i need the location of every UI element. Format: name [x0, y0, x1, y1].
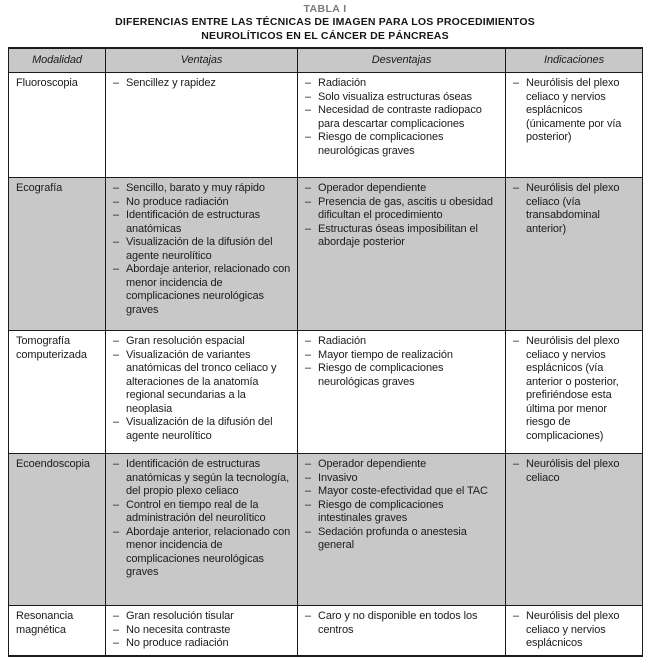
- cell-modalidad: [9, 331, 106, 454]
- dash-bullet: –: [113, 610, 120, 622]
- dash-bullet: –: [305, 222, 312, 235]
- bullet-item-text: Abordaje anterior, relacionado con menor incidencia de complicaciones neurológicas graves: [126, 525, 291, 578]
- bullet-item: [305, 104, 500, 131]
- bullet-item-text: Necesidad de contraste radiopaco para descartar complicaciones: [318, 104, 482, 130]
- cell-indicaciones: [506, 454, 643, 606]
- cell-indicaciones: [506, 178, 643, 331]
- dash-bullet: –: [305, 498, 312, 511]
- bullet-item: [113, 236, 292, 263]
- dash-bullet: –: [305, 485, 312, 497]
- bullet-item-text: Operador dependiente: [318, 458, 427, 470]
- cell-desventajas: [298, 606, 506, 656]
- cell-indicaciones: [506, 73, 643, 178]
- bullet-item: [305, 499, 500, 526]
- dash-bullet: –: [305, 471, 312, 484]
- column-header-indicaciones: Indicaciones: [506, 48, 643, 73]
- modalidad-label: Ecoendoscopia: [16, 458, 90, 470]
- bullet-item: [113, 209, 292, 236]
- table-row-resonancia-magnetica: [9, 606, 643, 656]
- cell-modalidad: [9, 178, 106, 331]
- column-header-modalidad: Modalidad: [9, 48, 106, 73]
- bullet-item-text: Riesgo de complicaciones neurológicas graves: [318, 131, 444, 157]
- dash-bullet: –: [113, 335, 120, 347]
- dash-bullet: –: [513, 182, 520, 194]
- bullet-item-text: Identificación de estructuras anatómicas y según la tecnología, del propio plexo celiaco: [126, 458, 290, 497]
- dash-bullet: –: [113, 623, 120, 636]
- bullet-item-text: Neurólisis del plexo celiaco (vía transabdominal anterior): [526, 182, 620, 235]
- modalidad-label: Resonancia magnética: [16, 610, 74, 636]
- dash-bullet: –: [113, 458, 120, 470]
- table-caption: [8, 3, 642, 43]
- dash-bullet: –: [113, 77, 120, 89]
- dash-bullet: –: [513, 458, 520, 470]
- bullet-item-text: Sedación profunda o anestesia general: [318, 525, 467, 551]
- dash-bullet: –: [113, 416, 120, 428]
- cell-ventajas: [106, 606, 298, 656]
- dash-bullet: –: [305, 131, 312, 143]
- dash-bullet: –: [513, 77, 520, 89]
- bullet-item: [305, 223, 500, 250]
- table-row-fluoroscopia: [9, 73, 643, 178]
- cell-modalidad: [9, 73, 106, 178]
- bullet-item: [513, 458, 637, 485]
- cell-modalidad: [9, 606, 106, 656]
- cell-ventajas: [106, 73, 298, 178]
- dash-bullet: –: [305, 77, 312, 89]
- dash-bullet: –: [113, 348, 120, 361]
- dash-bullet: –: [113, 498, 120, 511]
- bullet-item-text: Gran resolución espacial: [126, 335, 245, 347]
- bullet-item-text: Radiación: [318, 335, 367, 347]
- bullet-item-text: Gran resolución tisular: [126, 610, 234, 622]
- bullet-item-text: Mayor coste-efectividad que el TAC: [318, 485, 488, 497]
- table-row-ecoendoscopia: [9, 454, 643, 606]
- bullet-item: [113, 263, 292, 317]
- dash-bullet: –: [305, 525, 312, 538]
- bullet-item: [305, 485, 500, 499]
- dash-bullet: –: [305, 104, 312, 116]
- cell-desventajas: [298, 178, 506, 331]
- bullet-item: [113, 182, 292, 196]
- bullet-item-text: Neurólisis del plexo celiaco y nervios esplácnicos: [526, 610, 620, 649]
- bullet-item: [305, 196, 500, 223]
- bullet-item: [305, 610, 500, 637]
- cell-ventajas: [106, 178, 298, 331]
- dash-bullet: –: [113, 236, 120, 248]
- bullet-item-text: Visualización de la difusión del agente neurolítico: [126, 416, 273, 442]
- bullet-item-text: Radiación: [318, 77, 367, 89]
- bullet-item-text: Caro y no disponible en todos los centros: [318, 610, 478, 636]
- bullet-item: [305, 458, 500, 472]
- bullet-item-text: Estructuras óseas imposibilitan el abordaje posterior: [318, 222, 478, 248]
- dash-bullet: –: [513, 335, 520, 347]
- bullet-item-text: Neurólisis del plexo celiaco y nervios esplácnicos (vía anterior o posterior, prefiriéndose esta última por menor riesgo de complicaciones): [526, 335, 620, 442]
- bullet-item-text: Invasivo: [318, 471, 358, 484]
- bullet-item-text: Mayor tiempo de realización: [318, 348, 453, 361]
- dash-bullet: –: [305, 458, 312, 470]
- header-row: [9, 48, 643, 73]
- dash-bullet: –: [113, 525, 120, 538]
- bullet-item-text: Identificación de estructuras anatómicas: [126, 209, 261, 235]
- dash-bullet: –: [305, 362, 312, 374]
- bullet-item-text: Riesgo de complicaciones neurológicas graves: [318, 362, 444, 388]
- bullet-item-text: Neurólisis del plexo celiaco: [526, 458, 620, 484]
- bullet-item-text: Sencillez y rapidez: [126, 77, 216, 89]
- bullet-item: [513, 77, 637, 145]
- bullet-item: [513, 335, 637, 443]
- cell-desventajas: [298, 73, 506, 178]
- bullet-item-text: Sencillo, barato y muy rápido: [126, 182, 265, 194]
- dash-bullet: –: [113, 182, 120, 194]
- bullet-item: [305, 182, 500, 196]
- bullet-item-text: Presencia de gas, ascitis u obesidad dificultan el procedimiento: [318, 195, 493, 221]
- dash-bullet: –: [305, 182, 312, 194]
- table-label: TABLA I: [303, 3, 347, 15]
- bullet-item: [113, 526, 292, 580]
- bullet-item: [305, 131, 500, 158]
- cell-desventajas: [298, 331, 506, 454]
- bullet-item: [305, 91, 500, 105]
- table-caption-line-1: DIFERENCIAS ENTRE LAS TÉCNICAS DE IMAGEN PARA LOS PROCEDIMIENTOS: [115, 16, 535, 28]
- bullet-item: [113, 77, 292, 91]
- bullet-item: [305, 472, 500, 486]
- bullet-item: [513, 610, 637, 651]
- table-row-tomografia-computerizada: [9, 331, 643, 454]
- modalidad-label: Tomografía computerizada: [16, 335, 87, 361]
- bullet-item: [113, 624, 292, 638]
- cell-indicaciones: [506, 606, 643, 656]
- cell-modalidad: [9, 454, 106, 606]
- dash-bullet: –: [305, 610, 312, 622]
- bullet-item: [113, 349, 292, 417]
- cell-ventajas: [106, 331, 298, 454]
- dash-bullet: –: [113, 263, 120, 275]
- modalidad-label: Fluoroscopia: [16, 77, 78, 89]
- column-header-desventajas: Desventajas: [298, 48, 506, 73]
- bullet-item: [305, 77, 500, 91]
- dash-bullet: –: [113, 637, 120, 649]
- bullet-item-text: Solo visualiza estructuras óseas: [318, 90, 472, 103]
- table-row-ecografia: [9, 178, 643, 331]
- bullet-item-text: Neurólisis del plexo celiaco y nervios esplácnicos (únicamente por vía posterior): [526, 77, 622, 143]
- bullet-item: [305, 349, 500, 363]
- bullet-item: [305, 335, 500, 349]
- bullet-item-text: Control en tiempo real de la administración del neurolítico: [126, 498, 266, 524]
- dash-bullet: –: [113, 209, 120, 221]
- bullet-item: [305, 362, 500, 389]
- bullet-item: [113, 499, 292, 526]
- bullet-item: [113, 335, 292, 349]
- bullet-item-text: No necesita contraste: [126, 623, 231, 636]
- bullet-item-text: No produce radiación: [126, 637, 229, 649]
- cell-ventajas: [106, 454, 298, 606]
- bullet-item-text: Visualización de variantes anatómicas del tronco celiaco y alteraciones de la anatomía regional secundarias a la neoplasia: [126, 348, 277, 415]
- bullet-item: [113, 416, 292, 443]
- dash-bullet: –: [305, 348, 312, 361]
- cell-desventajas: [298, 454, 506, 606]
- bullet-item-text: Visualización de la difusión del agente neurolítico: [126, 236, 273, 262]
- bullet-item-text: No produce radiación: [126, 195, 229, 208]
- bullet-item-text: Operador dependiente: [318, 182, 427, 194]
- dash-bullet: –: [305, 195, 312, 208]
- bullet-item: [305, 526, 500, 553]
- dash-bullet: –: [305, 335, 312, 347]
- dash-bullet: –: [513, 610, 520, 622]
- column-header-ventajas: Ventajas: [106, 48, 298, 73]
- bullet-item-text: Riesgo de complicaciones intestinales graves: [318, 498, 444, 524]
- bullet-item: [513, 182, 637, 236]
- bullet-item: [113, 196, 292, 210]
- table-caption-line-2: NEUROLÍTICOS EN EL CÁNCER DE PÁNCREAS: [201, 29, 449, 42]
- bullet-item: [113, 610, 292, 624]
- bullet-item-text: Abordaje anterior, relacionado con menor incidencia de complicaciones neurológicas graves: [126, 263, 291, 316]
- dash-bullet: –: [305, 90, 312, 103]
- cell-indicaciones: [506, 331, 643, 454]
- bullet-item: [113, 458, 292, 499]
- dash-bullet: –: [113, 195, 120, 208]
- imaging-techniques-comparison-table: [8, 47, 643, 657]
- modalidad-label: Ecografía: [16, 182, 63, 194]
- bullet-item: [113, 637, 292, 651]
